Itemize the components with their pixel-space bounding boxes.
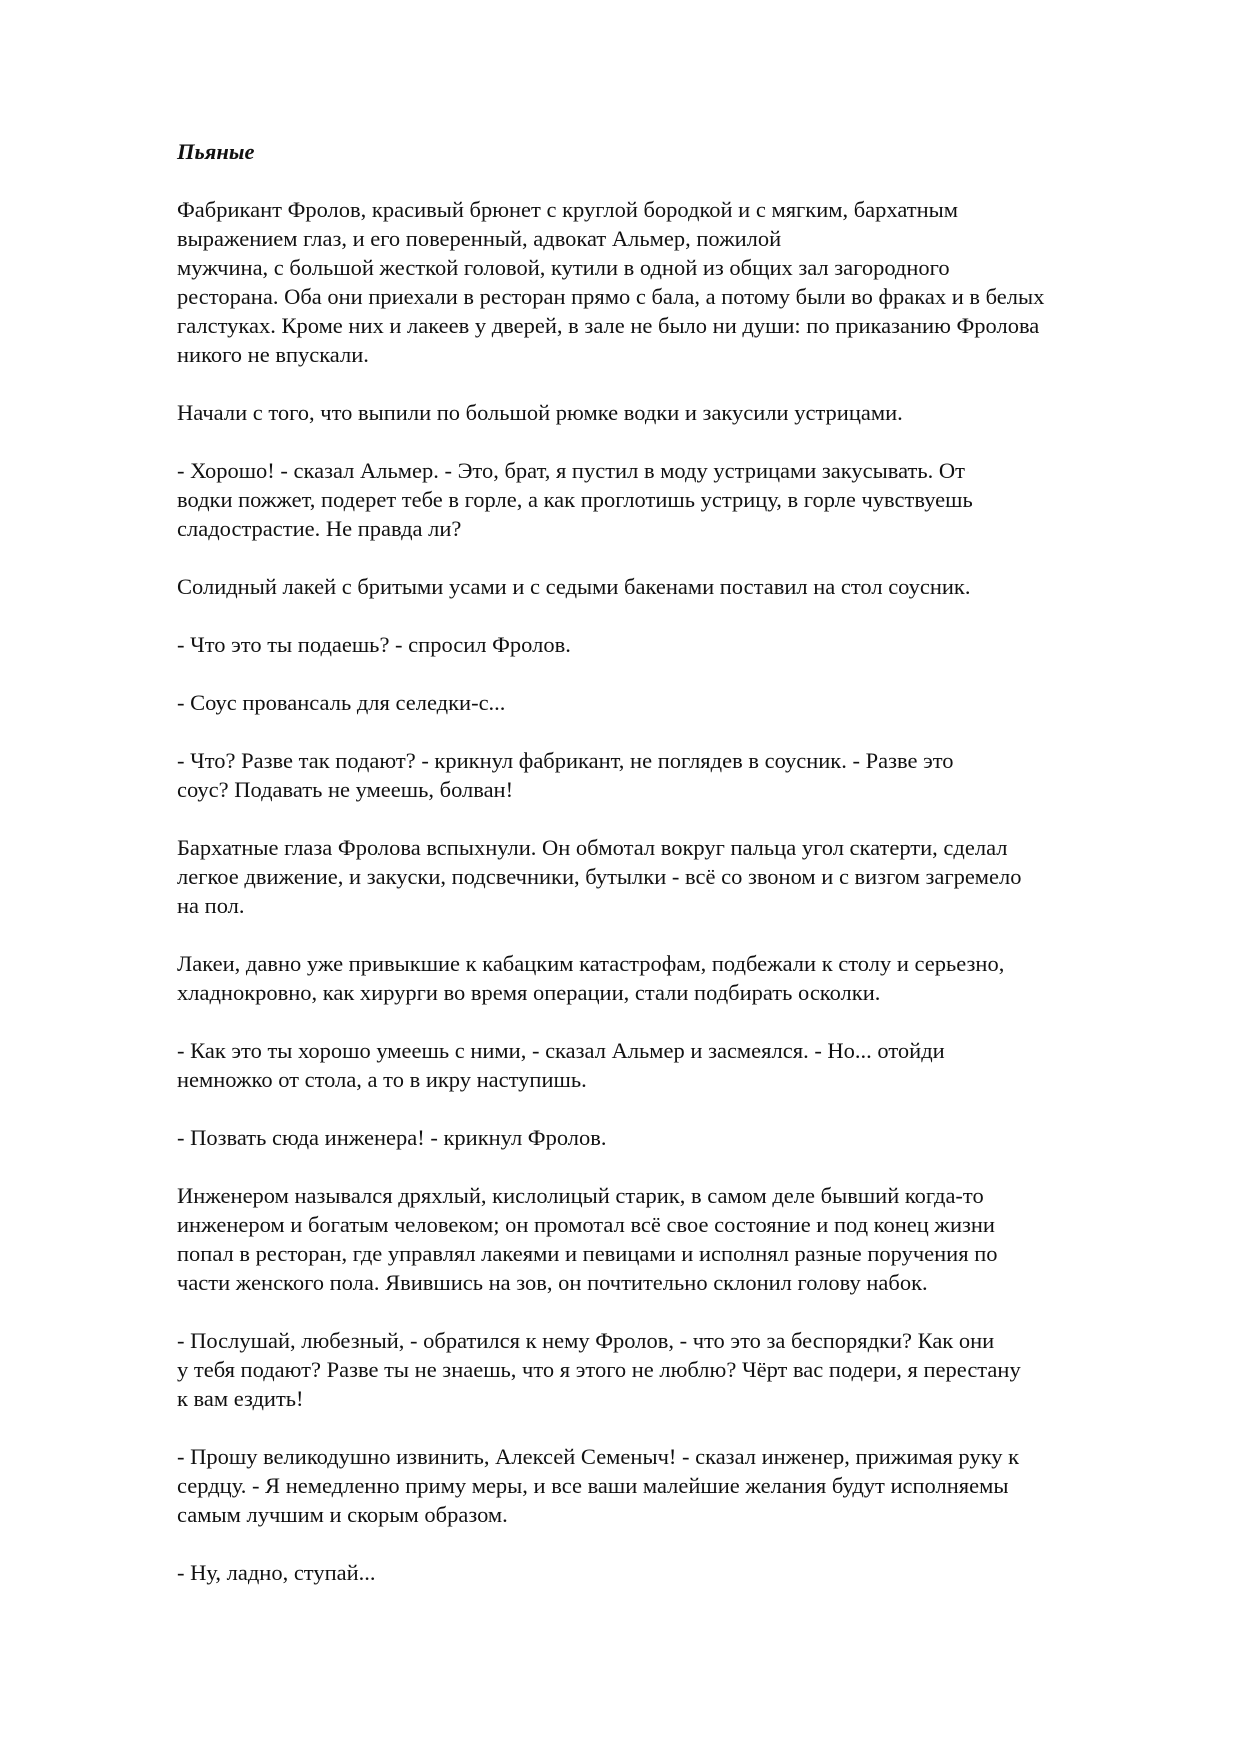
paragraph — [177, 1326, 1162, 1413]
text-line: - Как это ты хорошо умеешь с ними, - сказал Альмер и засмеялся. - Но... отойди — [177, 1038, 945, 1063]
text-line: - Хорошо! - сказал Альмер. - Это, брат, я пустил в моду устрицами закусывать. От — [177, 458, 965, 483]
paragraph — [177, 195, 1162, 369]
text-line: - Позвать сюда инженера! - крикнул Фролов. — [177, 1125, 607, 1150]
text-line: Инженером назывался дряхлый, кислолицый старик, в самом деле бывший когда-то — [177, 1183, 984, 1208]
text-line: ресторана. Оба они приехали в ресторан прямо с бала, а потому были во фраках и в белых — [177, 284, 1045, 309]
paragraph — [177, 949, 1162, 1007]
document-title: Пьяные — [177, 139, 255, 164]
text-line: - Ну, ладно, ступай... — [177, 1560, 376, 1585]
paragraph — [177, 630, 1162, 659]
text-line: к вам ездить! — [177, 1386, 304, 1411]
text-line: Начали с того, что выпили по большой рюмке водки и закусили устрицами. — [177, 400, 903, 425]
text-line: инженером и богатым человеком; он промотал всё свое состояние и под конец жизни — [177, 1212, 995, 1237]
text-line: мужчина, с большой жесткой головой, кутили в одной из общих зал загородного — [177, 255, 950, 280]
text-line: - Что это ты подаешь? - спросил Фролов. — [177, 632, 571, 657]
text-line: Лакеи, давно уже привыкшие к кабацким катастрофам, подбежали к столу и серьезно, — [177, 951, 1005, 976]
paragraph — [177, 1036, 1162, 1094]
paragraph — [177, 398, 1162, 427]
text-line: галстуках. Кроме них и лакеев у дверей, в зале не было ни души: по приказанию Фролова — [177, 313, 1040, 338]
text-line: никого не впускали. — [177, 342, 369, 367]
text-line: - Что? Разве так подают? - крикнул фабрикант, не поглядев в соусник. - Разве это — [177, 748, 954, 773]
text-line: легкое движение, и закуски, подсвечники, бутылки - всё со звоном и с визгом загремело — [177, 864, 1022, 889]
text-line: сладострастие. Не правда ли? — [177, 516, 462, 541]
text-line: на пол. — [177, 893, 245, 918]
document-body — [177, 137, 1162, 1616]
paragraph — [177, 1442, 1162, 1529]
text-line: у тебя подают? Разве ты не знаешь, что я этого не люблю? Чёрт вас подери, я перестану — [177, 1357, 1021, 1382]
text-line: Солидный лакей с бритыми усами и с седыми бакенами поставил на стол соусник. — [177, 574, 971, 599]
paragraph — [177, 456, 1162, 543]
text-line: хладнокровно, как хирурги во время операции, стали подбирать осколки. — [177, 980, 881, 1005]
paragraph — [177, 1181, 1162, 1297]
text-line: Бархатные глаза Фролова вспыхнули. Он обмотал вокруг пальца угол скатерти, сделал — [177, 835, 1008, 860]
text-line: Фабрикант Фролов, красивый брюнет с круглой бородкой и с мягким, бархатным — [177, 197, 959, 222]
paragraph — [177, 572, 1162, 601]
paragraph — [177, 1558, 1162, 1587]
text-line: немножко от стола, а то в икру наступишь. — [177, 1067, 587, 1092]
text-line: - Соус провансаль для селедки-с... — [177, 690, 506, 715]
paragraph — [177, 1123, 1162, 1152]
text-line: выражением глаз, и его поверенный, адвокат Альмер, пожилой — [177, 226, 782, 251]
text-line: самым лучшим и скорым образом. — [177, 1502, 508, 1527]
text-line: попал в ресторан, где управлял лакеями и певицами и исполнял разные поручения по — [177, 1241, 998, 1266]
text-line: сердцу. - Я немедленно приму меры, и все ваши малейшие желания будут исполняемы — [177, 1473, 1009, 1498]
text-line: - Послушай, любезный, - обратился к нему Фролов, - что это за беспорядки? Как они — [177, 1328, 995, 1353]
paragraph — [177, 833, 1162, 920]
paragraph — [177, 746, 1162, 804]
paragraph-list — [177, 195, 1162, 1587]
text-line: соус? Подавать не умеешь, болван! — [177, 777, 514, 802]
paragraph — [177, 688, 1162, 717]
text-line: - Прошу великодушно извинить, Алексей Семеныч! - сказал инженер, прижимая руку к — [177, 1444, 1020, 1469]
text-line: части женского пола. Явившись на зов, он почтительно склонил голову набок. — [177, 1270, 928, 1295]
text-line: водки пожжет, подерет тебе в горле, а как проглотишь устрицу, в горле чувствуешь — [177, 487, 973, 512]
